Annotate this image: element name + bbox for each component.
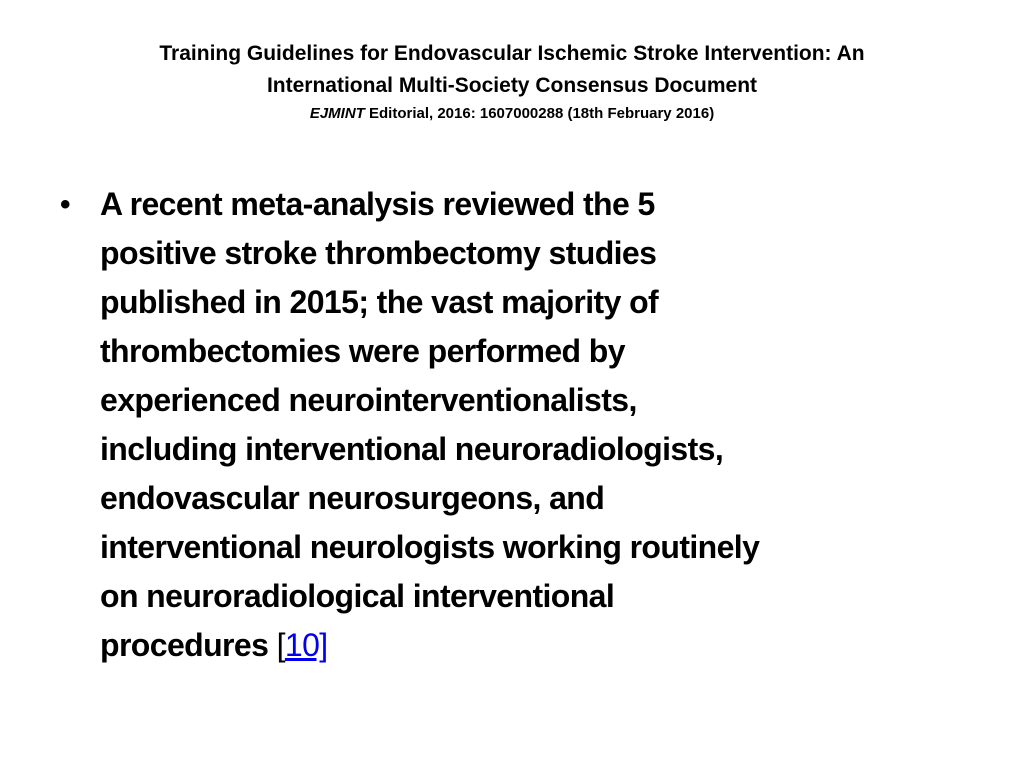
bullet-line: interventional neurologists working routinely [100, 529, 760, 565]
citation-journal: EJMINT [309, 105, 365, 122]
bullet-list [60, 180, 970, 670]
title-line-2: International Multi-Society Consensus Document [266, 74, 758, 97]
bullet-line: published in 2015; the vast majority of [100, 284, 659, 320]
bullet-line: thrombectomies were performed by [100, 333, 625, 369]
title-line-1: Training Guidelines for Endovascular Ischemic Stroke Intervention: An [159, 42, 865, 65]
slide-title [60, 38, 964, 126]
reference-link[interactable]: 10] [284, 627, 328, 663]
bullet-text [100, 180, 759, 670]
bullet-marker: • [60, 188, 71, 221]
bullet-line: positive stroke thrombectomy studies [100, 235, 657, 271]
bullet-line: including interventional neuroradiologists, [100, 431, 724, 467]
citation [60, 102, 964, 126]
bullet-line: on neuroradiological interventional [100, 578, 615, 614]
bullet-line: endovascular neurosurgeons, and [100, 480, 605, 516]
bullet-last-text: procedures [100, 627, 277, 663]
citation-details: Editorial, 2016: 1607000288 (18th February 2016) [364, 105, 715, 122]
bullet-item [60, 180, 970, 670]
bullet-line: experienced neurointerventionalists, [100, 382, 637, 418]
reference-bracket: [ [276, 627, 285, 663]
bullet-line-last [100, 621, 759, 670]
bullet-line: A recent meta-analysis reviewed the 5 [100, 186, 655, 222]
